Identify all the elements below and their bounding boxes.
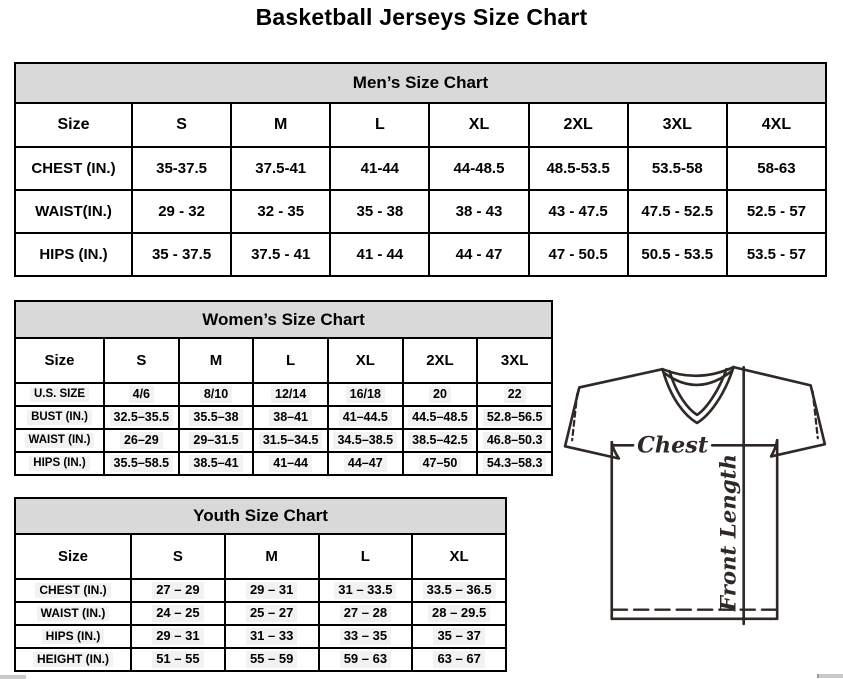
size-value-cell: 46.8–50.3 xyxy=(477,429,552,452)
column-header: S xyxy=(104,338,179,383)
size-value-cell: 35 - 37.5 xyxy=(132,233,231,276)
mens-table xyxy=(14,102,827,277)
size-value-cell: 32.5–35.5 xyxy=(104,406,179,429)
row-label: CHEST (IN.) xyxy=(15,147,132,190)
size-value-cell: 38.5–41 xyxy=(179,452,254,475)
womens-table-title: Women’s Size Chart xyxy=(14,300,553,337)
size-value-cell: 44.5–48.5 xyxy=(403,406,478,429)
column-header: 3XL xyxy=(477,338,552,383)
size-value-cell: 35-37.5 xyxy=(132,147,231,190)
size-value-cell: 34.5–38.5 xyxy=(328,429,403,452)
column-header: 2XL xyxy=(529,103,628,147)
table-row xyxy=(15,429,552,452)
horizontal-scrollbar-fragment-left[interactable] xyxy=(0,675,26,679)
size-value-cell: 44–47 xyxy=(328,452,403,475)
table-row xyxy=(15,602,506,625)
size-value-cell: 59 – 63 xyxy=(319,648,413,671)
column-header: M xyxy=(225,534,319,579)
row-label: HIPS (IN.) xyxy=(15,625,131,648)
size-value-cell: 26–29 xyxy=(104,429,179,452)
header-row xyxy=(15,103,826,147)
table-row xyxy=(15,233,826,276)
size-value-cell: 28 – 29.5 xyxy=(412,602,506,625)
womens-table xyxy=(14,337,553,476)
size-value-cell: 27 – 29 xyxy=(131,579,225,602)
table-row xyxy=(15,452,552,475)
size-value-cell: 35 – 37 xyxy=(412,625,506,648)
row-label: HEIGHT (IN.) xyxy=(15,648,131,671)
size-value-cell: 47–50 xyxy=(403,452,478,475)
column-header: XL xyxy=(429,103,528,147)
size-value-cell: 33.5 – 36.5 xyxy=(412,579,506,602)
size-value-cell: 55 – 59 xyxy=(225,648,319,671)
table-row xyxy=(15,406,552,429)
front-length-label: Front Length xyxy=(716,453,742,612)
size-value-cell: 51 – 55 xyxy=(131,648,225,671)
jersey-body xyxy=(612,440,777,619)
size-value-cell: 24 – 25 xyxy=(131,602,225,625)
column-header: S xyxy=(132,103,231,147)
table-row xyxy=(15,383,552,406)
size-value-cell: 44-48.5 xyxy=(429,147,528,190)
size-value-cell: 8/10 xyxy=(179,383,254,406)
size-value-cell: 53.5 - 57 xyxy=(727,233,826,276)
table-row xyxy=(15,579,506,602)
column-header: 3XL xyxy=(628,103,727,147)
size-value-cell: 41 - 44 xyxy=(330,233,429,276)
row-label: WAIST (IN.) xyxy=(15,602,131,625)
size-value-cell: 47 - 50.5 xyxy=(529,233,628,276)
column-header: Size xyxy=(15,338,104,383)
size-value-cell: 37.5-41 xyxy=(231,147,330,190)
mens-table-title: Men’s Size Chart xyxy=(14,62,827,102)
size-value-cell: 41-44 xyxy=(330,147,429,190)
size-value-cell: 16/18 xyxy=(328,383,403,406)
size-value-cell: 35.5–38 xyxy=(179,406,254,429)
row-label: WAIST (IN.) xyxy=(15,429,104,452)
row-label: WAIST(IN.) xyxy=(15,190,132,233)
size-value-cell: 52.5 - 57 xyxy=(727,190,826,233)
row-label: CHEST (IN.) xyxy=(15,579,131,602)
jersey-right-sleeve xyxy=(734,367,825,456)
table-row xyxy=(15,147,826,190)
row-label: U.S. SIZE xyxy=(15,383,104,406)
jersey-diagram-svg xyxy=(561,358,833,630)
size-value-cell: 31.5–34.5 xyxy=(253,429,328,452)
size-value-cell: 29 – 31 xyxy=(225,579,319,602)
size-value-cell: 38.5–42.5 xyxy=(403,429,478,452)
size-value-cell: 31 – 33 xyxy=(225,625,319,648)
table-row xyxy=(15,190,826,233)
size-value-cell: 12/14 xyxy=(253,383,328,406)
size-value-cell: 58-63 xyxy=(727,147,826,190)
column-header: M xyxy=(231,103,330,147)
size-value-cell: 38 - 43 xyxy=(429,190,528,233)
row-label: BUST (IN.) xyxy=(15,406,104,429)
mens-size-chart-table xyxy=(14,62,827,277)
row-label: HIPS (IN.) xyxy=(15,233,132,276)
size-value-cell: 29 - 32 xyxy=(132,190,231,233)
size-value-cell: 47.5 - 52.5 xyxy=(628,190,727,233)
column-header: 4XL xyxy=(727,103,826,147)
size-value-cell: 53.5-58 xyxy=(628,147,727,190)
size-value-cell: 38–41 xyxy=(253,406,328,429)
column-header: L xyxy=(319,534,413,579)
size-value-cell: 4/6 xyxy=(104,383,179,406)
size-value-cell: 41–44.5 xyxy=(328,406,403,429)
table-row xyxy=(15,648,506,671)
jersey-collar-arc-outer xyxy=(662,367,733,376)
youth-size-chart-table xyxy=(14,497,507,672)
row-label: HIPS (IN.) xyxy=(15,452,104,475)
size-value-cell: 33 – 35 xyxy=(319,625,413,648)
size-value-cell: 52.8–56.5 xyxy=(477,406,552,429)
size-value-cell: 54.3–58.3 xyxy=(477,452,552,475)
size-value-cell: 22 xyxy=(477,383,552,406)
size-value-cell: 37.5 - 41 xyxy=(231,233,330,276)
size-value-cell: 29–31.5 xyxy=(179,429,254,452)
table-row xyxy=(15,625,506,648)
youth-table-title: Youth Size Chart xyxy=(14,497,507,533)
size-value-cell: 20 xyxy=(403,383,478,406)
column-header: S xyxy=(131,534,225,579)
header-row xyxy=(15,534,506,579)
youth-table xyxy=(14,533,507,672)
horizontal-scrollbar-fragment-right[interactable] xyxy=(817,674,843,678)
chest-label: Chest xyxy=(637,432,709,459)
size-value-cell: 63 – 67 xyxy=(412,648,506,671)
size-value-cell: 27 – 28 xyxy=(319,602,413,625)
column-header: XL xyxy=(412,534,506,579)
column-header: Size xyxy=(15,103,132,147)
size-value-cell: 43 - 47.5 xyxy=(529,190,628,233)
column-header: M xyxy=(179,338,254,383)
size-value-cell: 35.5–58.5 xyxy=(104,452,179,475)
page-title: Basketball Jerseys Size Chart xyxy=(255,4,588,30)
size-value-cell: 41–44 xyxy=(253,452,328,475)
size-value-cell: 48.5-53.5 xyxy=(529,147,628,190)
size-value-cell: 25 – 27 xyxy=(225,602,319,625)
womens-size-chart-table xyxy=(14,300,553,476)
size-value-cell: 44 - 47 xyxy=(429,233,528,276)
column-header: L xyxy=(330,103,429,147)
header-row xyxy=(15,338,552,383)
size-value-cell: 50.5 - 53.5 xyxy=(628,233,727,276)
size-value-cell: 32 - 35 xyxy=(231,190,330,233)
column-header: Size xyxy=(15,534,131,579)
size-value-cell: 31 – 33.5 xyxy=(319,579,413,602)
size-value-cell: 29 – 31 xyxy=(131,625,225,648)
size-value-cell: 35 - 38 xyxy=(330,190,429,233)
column-header: XL xyxy=(328,338,403,383)
column-header: L xyxy=(253,338,328,383)
column-header: 2XL xyxy=(403,338,478,383)
jersey-measurement-diagram xyxy=(561,358,833,630)
